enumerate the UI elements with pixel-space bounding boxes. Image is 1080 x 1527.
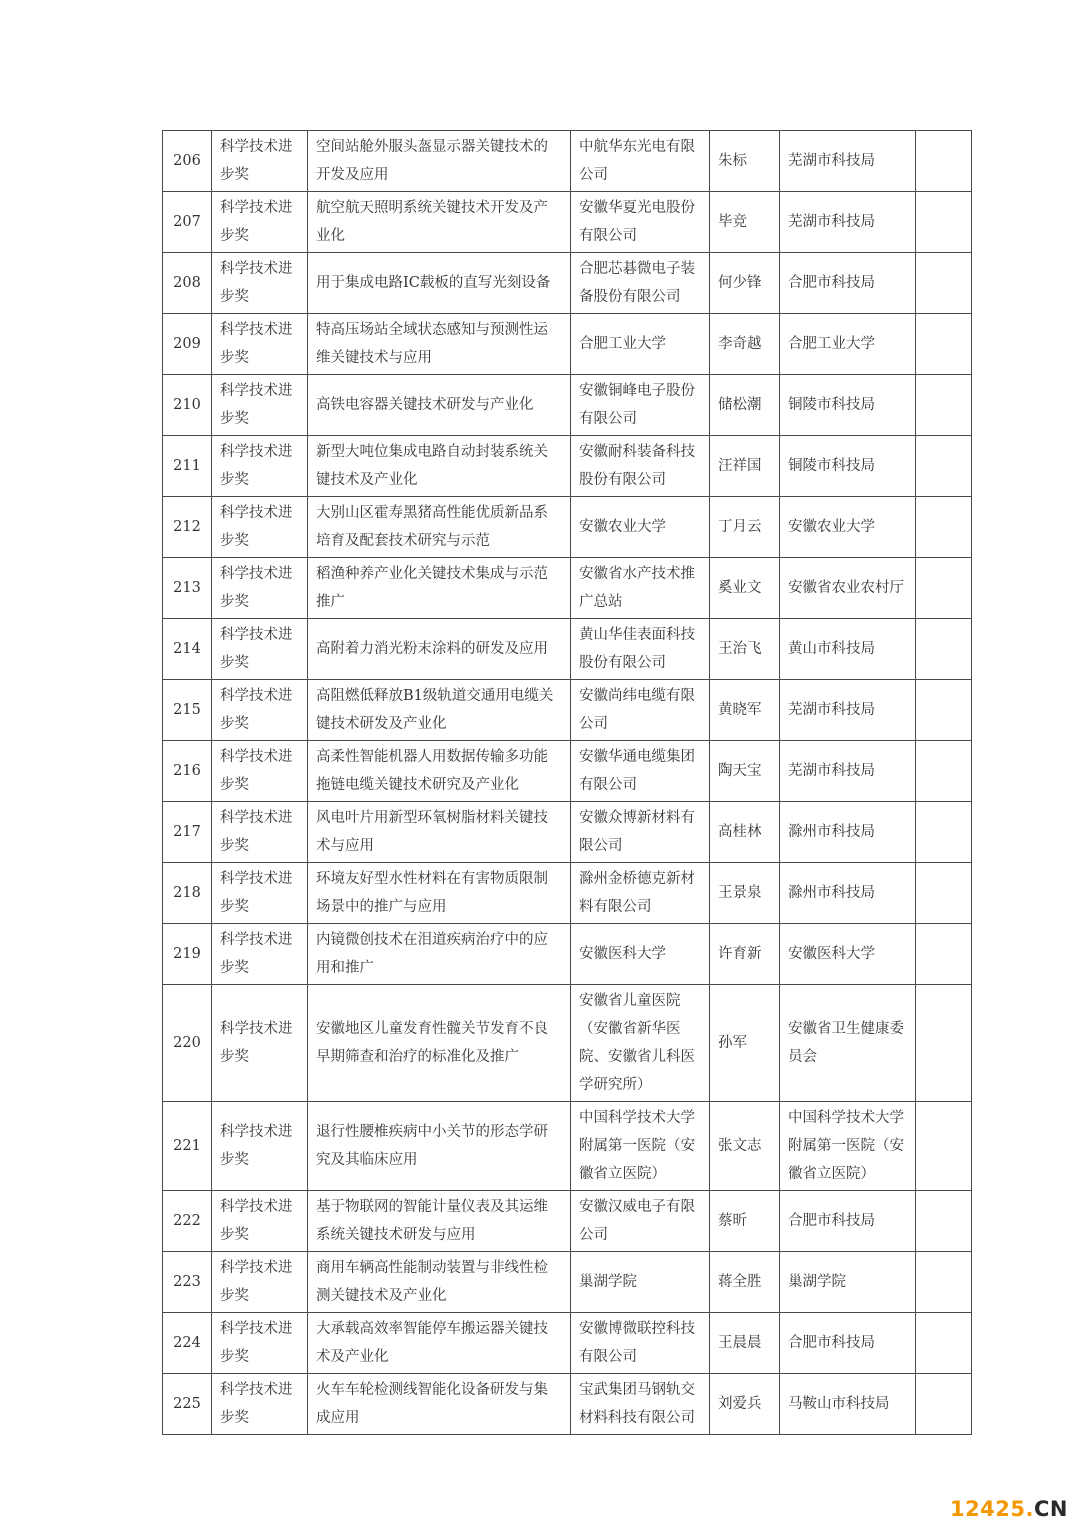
completer-name: 蔡昕 xyxy=(710,1191,780,1252)
completer-name: 奚业文 xyxy=(710,558,780,619)
nominating-unit: 马鞍山市科技局 xyxy=(780,1374,916,1435)
completing-unit: 安徽农业大学 xyxy=(571,497,710,558)
remark-cell xyxy=(916,802,972,863)
nominating-unit: 芜湖市科技局 xyxy=(780,192,916,253)
completing-unit: 安徽铜峰电子股份有限公司 xyxy=(571,375,710,436)
row-number: 213 xyxy=(163,558,212,619)
completer-name: 王景泉 xyxy=(710,863,780,924)
nominating-unit: 合肥工业大学 xyxy=(780,314,916,375)
award-type: 科学技术进步奖 xyxy=(212,253,308,314)
row-number: 208 xyxy=(163,253,212,314)
table-row xyxy=(163,253,972,314)
remark-cell xyxy=(916,436,972,497)
nominating-unit: 安徽省卫生健康委员会 xyxy=(780,985,916,1102)
nominating-unit: 芜湖市科技局 xyxy=(780,741,916,802)
award-type: 科学技术进步奖 xyxy=(212,1252,308,1313)
project-name: 高铁电容器关键技术研发与产业化 xyxy=(308,375,571,436)
nominating-unit: 安徽省农业农村厅 xyxy=(780,558,916,619)
award-table xyxy=(162,130,972,1435)
table-row xyxy=(163,680,972,741)
completer-name: 刘爱兵 xyxy=(710,1374,780,1435)
row-number: 211 xyxy=(163,436,212,497)
completing-unit: 安徽众博新材料有限公司 xyxy=(571,802,710,863)
completing-unit: 安徽尚纬电缆有限公司 xyxy=(571,680,710,741)
remark-cell xyxy=(916,1102,972,1191)
table-row xyxy=(163,741,972,802)
row-number: 219 xyxy=(163,924,212,985)
row-number: 206 xyxy=(163,131,212,192)
nominating-unit: 芜湖市科技局 xyxy=(780,680,916,741)
award-type: 科学技术进步奖 xyxy=(212,680,308,741)
completing-unit: 巢湖学院 xyxy=(571,1252,710,1313)
completer-name: 王治飞 xyxy=(710,619,780,680)
project-name: 特高压场站全域状态感知与预测性运维关键技术与应用 xyxy=(308,314,571,375)
completer-name: 陶天宝 xyxy=(710,741,780,802)
completing-unit: 宝武集团马钢轨交材料科技有限公司 xyxy=(571,1374,710,1435)
remark-cell xyxy=(916,741,972,802)
row-number: 225 xyxy=(163,1374,212,1435)
row-number: 221 xyxy=(163,1102,212,1191)
table-row xyxy=(163,863,972,924)
remark-cell xyxy=(916,192,972,253)
remark-cell xyxy=(916,1374,972,1435)
table-row xyxy=(163,558,972,619)
project-name: 高附着力消光粉末涂料的研发及应用 xyxy=(308,619,571,680)
completer-name: 储松潮 xyxy=(710,375,780,436)
completer-name: 张文志 xyxy=(710,1102,780,1191)
table-row xyxy=(163,1102,972,1191)
remark-cell xyxy=(916,131,972,192)
completer-name: 黄晓军 xyxy=(710,680,780,741)
row-number: 210 xyxy=(163,375,212,436)
remark-cell xyxy=(916,314,972,375)
project-name: 航空航天照明系统关键技术开发及产业化 xyxy=(308,192,571,253)
nominating-unit: 铜陵市科技局 xyxy=(780,375,916,436)
table-row xyxy=(163,314,972,375)
completing-unit: 安徽省水产技术推广总站 xyxy=(571,558,710,619)
completing-unit: 合肥工业大学 xyxy=(571,314,710,375)
row-number: 220 xyxy=(163,985,212,1102)
award-type: 科学技术进步奖 xyxy=(212,314,308,375)
completing-unit: 安徽博微联控科技有限公司 xyxy=(571,1313,710,1374)
award-type: 科学技术进步奖 xyxy=(212,497,308,558)
row-number: 209 xyxy=(163,314,212,375)
completing-unit: 中航华东光电有限公司 xyxy=(571,131,710,192)
award-type: 科学技术进步奖 xyxy=(212,985,308,1102)
project-name: 安徽地区儿童发育性髋关节发育不良早期筛查和治疗的标准化及推广 xyxy=(308,985,571,1102)
nominating-unit: 安徽医科大学 xyxy=(780,924,916,985)
remark-cell xyxy=(916,1191,972,1252)
completer-name: 李奇越 xyxy=(710,314,780,375)
completer-name: 朱标 xyxy=(710,131,780,192)
remark-cell xyxy=(916,985,972,1102)
completing-unit: 安徽华通电缆集团有限公司 xyxy=(571,741,710,802)
completer-name: 孙军 xyxy=(710,985,780,1102)
completing-unit: 滁州金桥德克新材料有限公司 xyxy=(571,863,710,924)
award-type: 科学技术进步奖 xyxy=(212,1102,308,1191)
completer-name: 蒋全胜 xyxy=(710,1252,780,1313)
table-row xyxy=(163,924,972,985)
remark-cell xyxy=(916,558,972,619)
remark-cell xyxy=(916,680,972,741)
remark-cell xyxy=(916,375,972,436)
row-number: 216 xyxy=(163,741,212,802)
table-row xyxy=(163,1313,972,1374)
table-row xyxy=(163,497,972,558)
award-type: 科学技术进步奖 xyxy=(212,863,308,924)
remark-cell xyxy=(916,863,972,924)
remark-cell xyxy=(916,253,972,314)
project-name: 商用车辆高性能制动装置与非线性检测关键技术及产业化 xyxy=(308,1252,571,1313)
row-number: 217 xyxy=(163,802,212,863)
table-row xyxy=(163,802,972,863)
award-type: 科学技术进步奖 xyxy=(212,192,308,253)
nominating-unit: 合肥市科技局 xyxy=(780,1313,916,1374)
nominating-unit: 滁州市科技局 xyxy=(780,863,916,924)
completer-name: 高桂林 xyxy=(710,802,780,863)
row-number: 218 xyxy=(163,863,212,924)
row-number: 207 xyxy=(163,192,212,253)
completing-unit: 黄山华佳表面科技股份有限公司 xyxy=(571,619,710,680)
watermark-dot: . xyxy=(1025,1497,1034,1521)
row-number: 212 xyxy=(163,497,212,558)
award-type: 科学技术进步奖 xyxy=(212,741,308,802)
award-type: 科学技术进步奖 xyxy=(212,436,308,497)
completer-name: 毕竞 xyxy=(710,192,780,253)
remark-cell xyxy=(916,1313,972,1374)
completer-name: 王晨晨 xyxy=(710,1313,780,1374)
completing-unit: 中国科学技术大学附属第一医院（安徽省立医院） xyxy=(571,1102,710,1191)
completing-unit: 合肥芯碁微电子装备股份有限公司 xyxy=(571,253,710,314)
project-name: 火车车轮检测线智能化设备研发与集成应用 xyxy=(308,1374,571,1435)
project-name: 环境友好型水性材料在有害物质限制场景中的推广与应用 xyxy=(308,863,571,924)
table-row xyxy=(163,375,972,436)
remark-cell xyxy=(916,924,972,985)
completer-name: 许育新 xyxy=(710,924,780,985)
row-number: 223 xyxy=(163,1252,212,1313)
project-name: 高阻燃低释放B1级轨道交通用电缆关键技术研发及产业化 xyxy=(308,680,571,741)
award-type: 科学技术进步奖 xyxy=(212,558,308,619)
nominating-unit: 安徽农业大学 xyxy=(780,497,916,558)
completing-unit: 安徽汉威电子有限公司 xyxy=(571,1191,710,1252)
row-number: 222 xyxy=(163,1191,212,1252)
nominating-unit: 铜陵市科技局 xyxy=(780,436,916,497)
table-row xyxy=(163,436,972,497)
nominating-unit: 滁州市科技局 xyxy=(780,802,916,863)
row-number: 224 xyxy=(163,1313,212,1374)
project-name: 退行性腰椎疾病中小关节的形态学研究及其临床应用 xyxy=(308,1102,571,1191)
award-type: 科学技术进步奖 xyxy=(212,375,308,436)
row-number: 215 xyxy=(163,680,212,741)
completing-unit: 安徽耐科装备科技股份有限公司 xyxy=(571,436,710,497)
nominating-unit: 芜湖市科技局 xyxy=(780,131,916,192)
watermark-number: 12425 xyxy=(949,1497,1026,1521)
table-row xyxy=(163,1374,972,1435)
nominating-unit: 黄山市科技局 xyxy=(780,619,916,680)
award-type: 科学技术进步奖 xyxy=(212,619,308,680)
award-type: 科学技术进步奖 xyxy=(212,802,308,863)
row-number: 214 xyxy=(163,619,212,680)
table-row xyxy=(163,1191,972,1252)
award-type: 科学技术进步奖 xyxy=(212,1191,308,1252)
nominating-unit: 巢湖学院 xyxy=(780,1252,916,1313)
award-type: 科学技术进步奖 xyxy=(212,131,308,192)
completing-unit: 安徽华夏光电股份有限公司 xyxy=(571,192,710,253)
completing-unit: 安徽省儿童医院（安徽省新华医院、安徽省儿科医学研究所） xyxy=(571,985,710,1102)
table-row xyxy=(163,1252,972,1313)
watermark-tld: CN xyxy=(1034,1497,1068,1521)
nominating-unit: 中国科学技术大学附属第一医院（安徽省立医院） xyxy=(780,1102,916,1191)
award-type: 科学技术进步奖 xyxy=(212,1313,308,1374)
project-name: 空间站舱外服头盔显示器关键技术的开发及应用 xyxy=(308,131,571,192)
completer-name: 丁月云 xyxy=(710,497,780,558)
project-name: 大承载高效率智能停车搬运器关键技术及产业化 xyxy=(308,1313,571,1374)
award-type: 科学技术进步奖 xyxy=(212,1374,308,1435)
award-type: 科学技术进步奖 xyxy=(212,924,308,985)
site-watermark xyxy=(950,1497,1068,1521)
table-row xyxy=(163,619,972,680)
project-name: 内镜微创技术在泪道疾病治疗中的应用和推广 xyxy=(308,924,571,985)
table-row xyxy=(163,131,972,192)
completing-unit: 安徽医科大学 xyxy=(571,924,710,985)
project-name: 风电叶片用新型环氧树脂材料关键技术与应用 xyxy=(308,802,571,863)
project-name: 基于物联网的智能计量仪表及其运维系统关键技术研发与应用 xyxy=(308,1191,571,1252)
project-name: 高柔性智能机器人用数据传输多功能拖链电缆关键技术研究及产业化 xyxy=(308,741,571,802)
remark-cell xyxy=(916,619,972,680)
nominating-unit: 合肥市科技局 xyxy=(780,1191,916,1252)
remark-cell xyxy=(916,1252,972,1313)
table-row xyxy=(163,192,972,253)
completer-name: 汪祥国 xyxy=(710,436,780,497)
completer-name: 何少锋 xyxy=(710,253,780,314)
project-name: 新型大吨位集成电路自动封装系统关键技术及产业化 xyxy=(308,436,571,497)
project-name: 稻渔种养产业化关键技术集成与示范推广 xyxy=(308,558,571,619)
nominating-unit: 合肥市科技局 xyxy=(780,253,916,314)
project-name: 用于集成电路IC载板的直写光刻设备 xyxy=(308,253,571,314)
project-name: 大别山区霍寿黑猪高性能优质新品系培育及配套技术研究与示范 xyxy=(308,497,571,558)
table-row xyxy=(163,985,972,1102)
remark-cell xyxy=(916,497,972,558)
